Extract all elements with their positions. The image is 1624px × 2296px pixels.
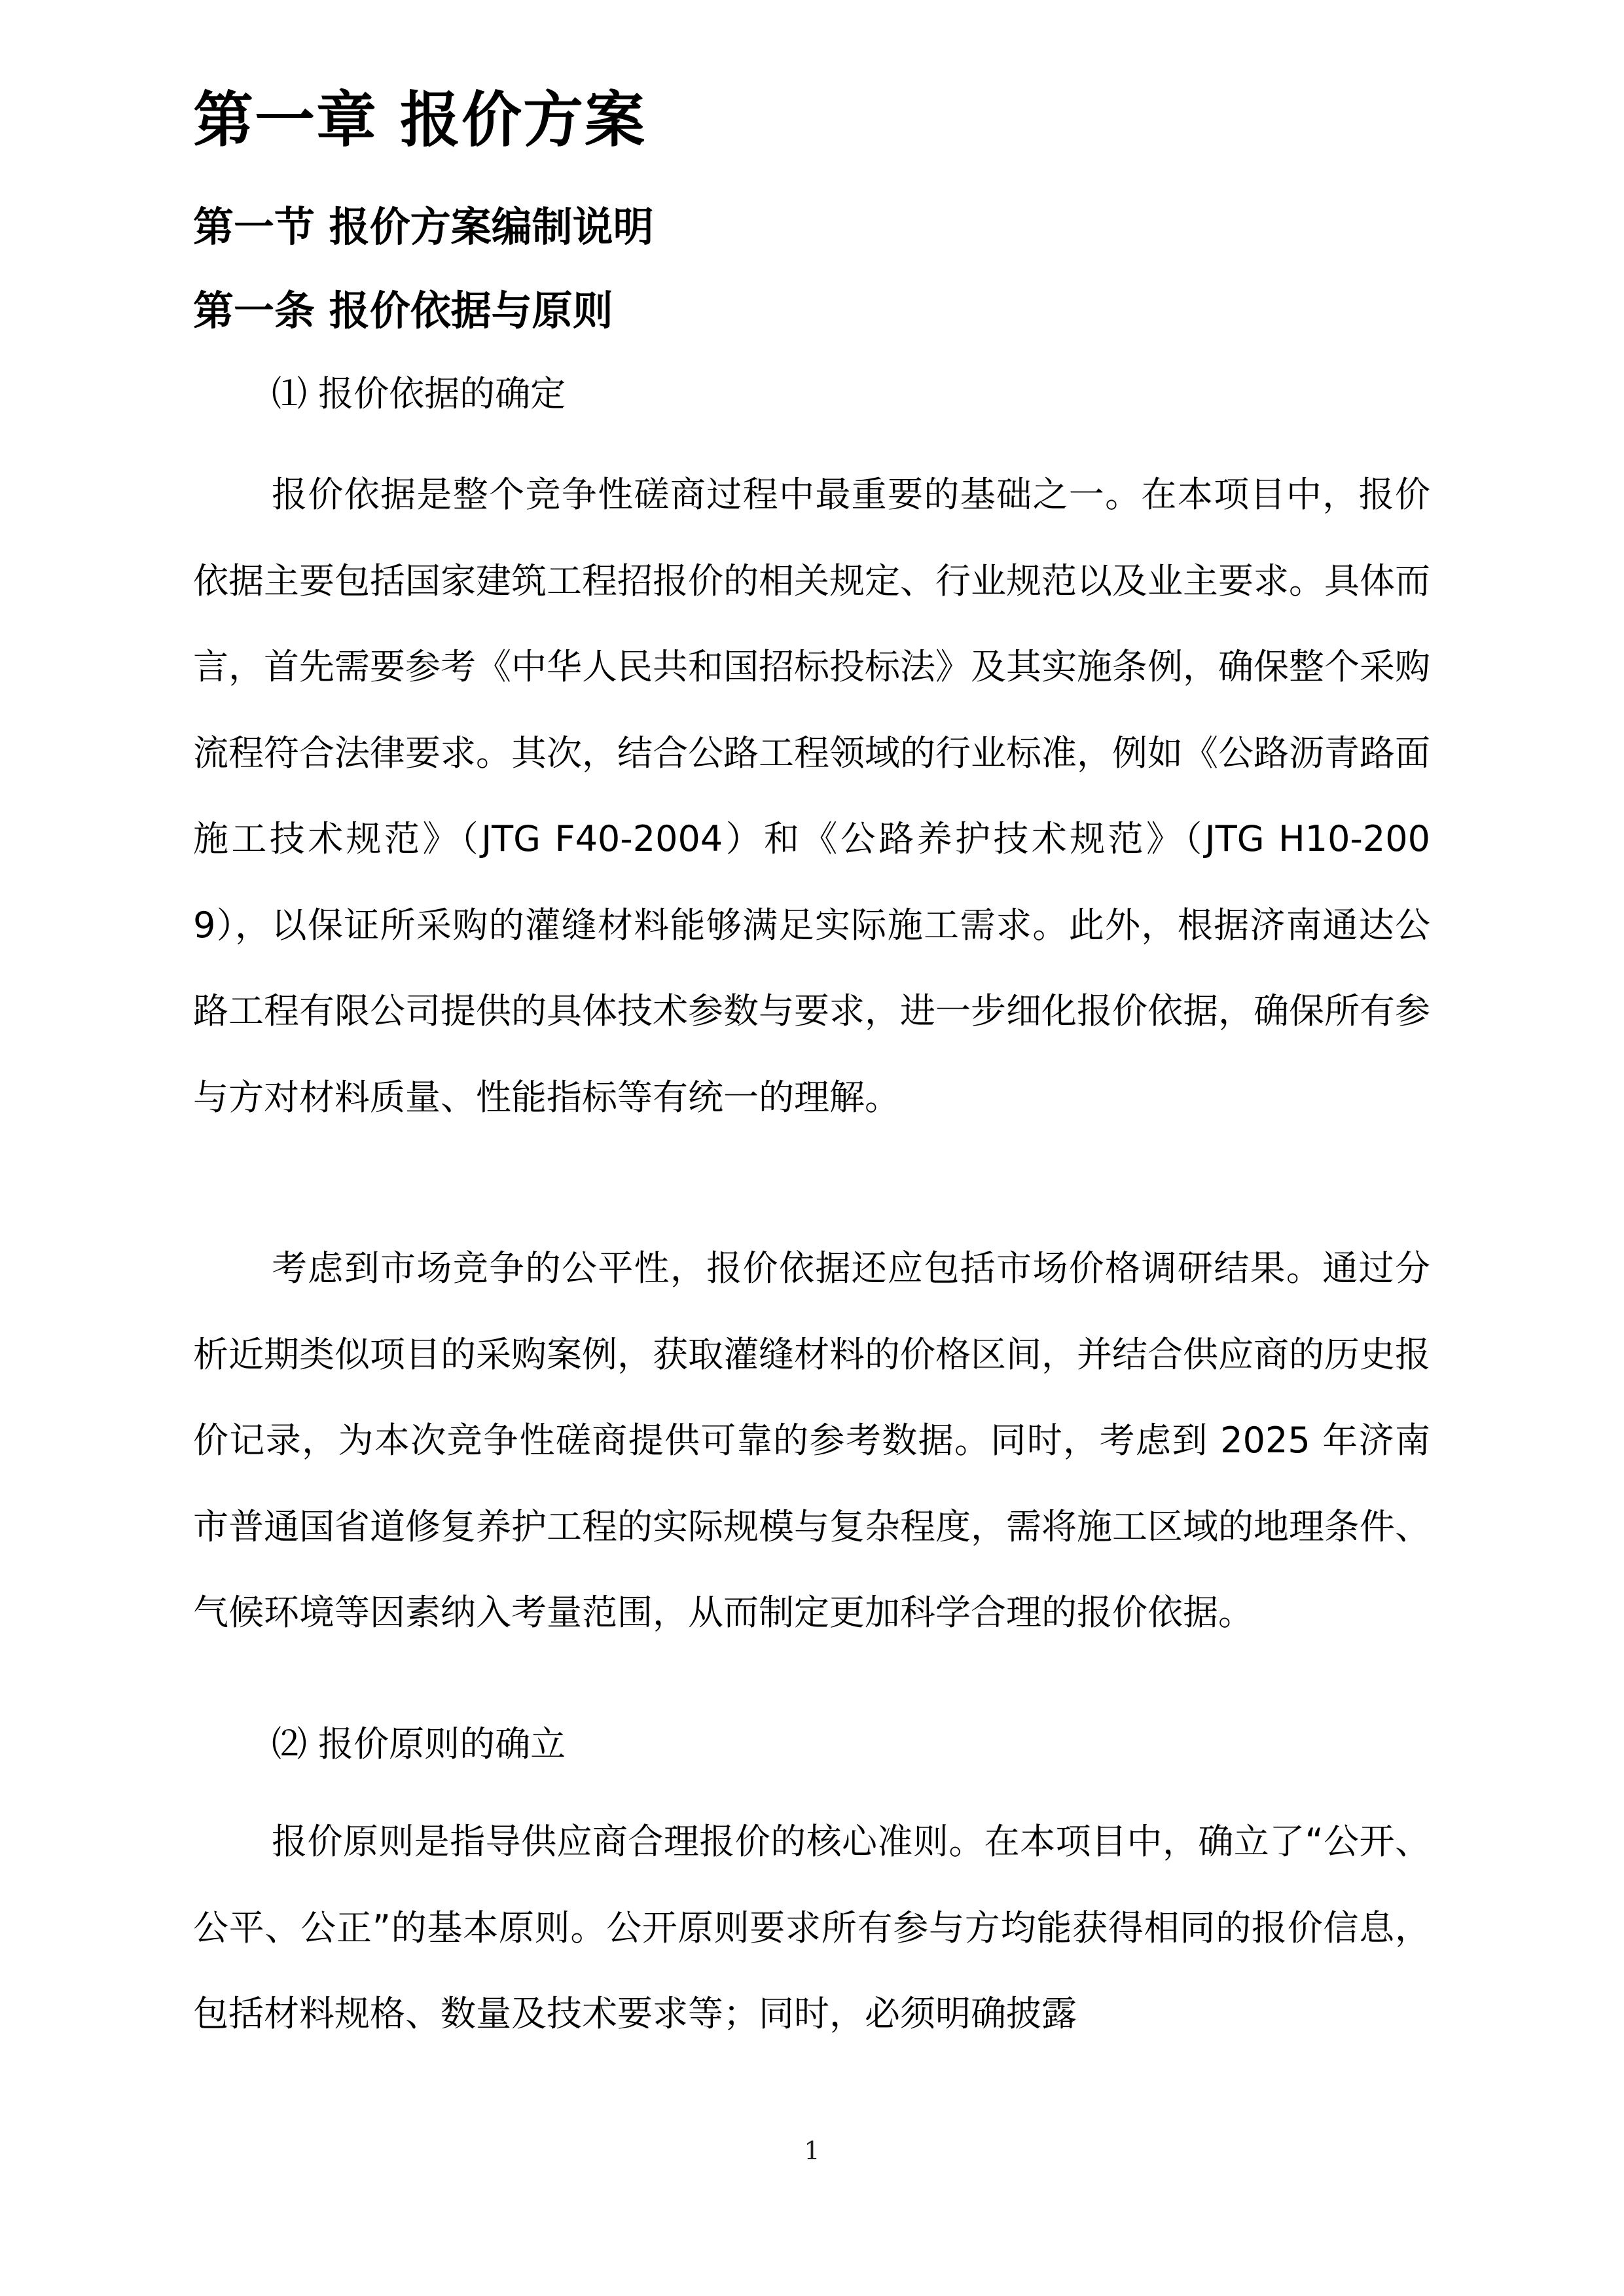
- paragraph-principles-1: 报价原则是指导供应商合理报价的核心准则。在本项目中，确立了“公开、公平、公正”的基本原则。公开原则要求所有参与方均能获得相同的报价信息，包括材料规格、数量及技术要求等；同时，必须明确披露: [193, 1821, 1430, 2034]
- article-title: 第一条 报价依据与原则: [193, 287, 613, 334]
- subheading-principles: ⑵ 报价原则的确立: [272, 1723, 566, 1765]
- subheading-basis: ⑴ 报价依据的确定: [272, 373, 566, 414]
- paragraph-basis-1: 报价依据是整个竞争性磋商过程中最重要的基础之一。在本项目中，报价依据主要包括国家建筑工程招报价的相关规定、行业规范以及业主要求。具体而言，首先需要参考《中华人民共和国招标投标法》及其实施条例，确保整个采购流程符合法律要求。其次，结合公路工程领域的行业标准，例如《公路沥青路面施工技术规范》（JTG F40-2004）和《公路养护技术规范》（JTG H10-2009），以保证所采购的灌缝材料能够满足实际施工需求。此外，根据济南通达公路工程有限公司提供的具体技术参数与要求，进一步细化报价依据，确保所有参与方对材料质量、性能指标等有统一的理解。: [193, 474, 1430, 1118]
- section-title: 第一节 报价方案编制说明: [193, 203, 654, 251]
- page-number: 1: [804, 2136, 820, 2165]
- paragraph-basis-2: 考虑到市场竞争的公平性，报价依据还应包括市场价格调研结果。通过分析近期类似项目的采购案例，获取灌缝材料的价格区间，并结合供应商的历史报价记录，为本次竞争性磋商提供可靠的参考数据。同时，考虑到 2025 年济南市普通国省道修复养护工程的实际规模与复杂程度，需将施工区域的地理条件、气候环境等因素纳入考量范围，从而制定更加科学合理的报价依据。: [193, 1247, 1430, 1633]
- chapter-title: 第一章 报价方案: [193, 84, 647, 155]
